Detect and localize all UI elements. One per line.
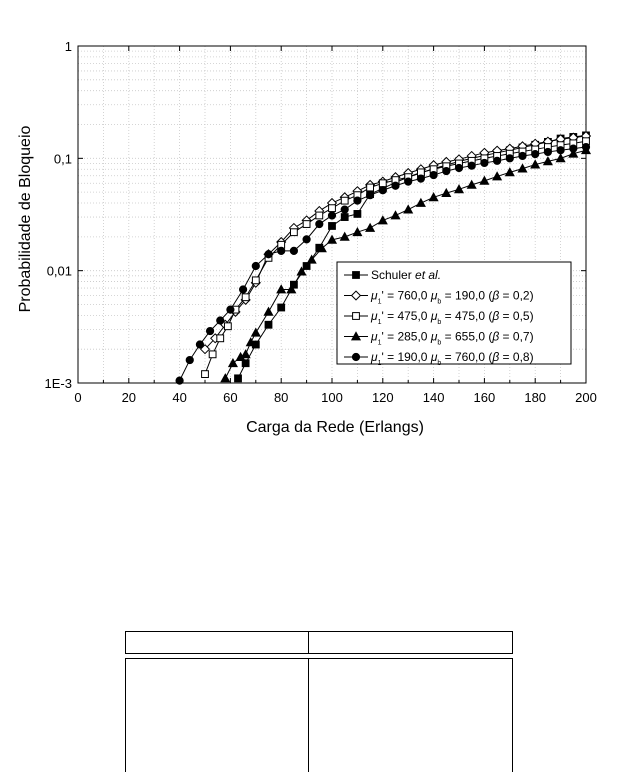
table-body bbox=[125, 658, 513, 772]
data-point bbox=[329, 205, 336, 212]
data-point bbox=[354, 197, 361, 204]
data-point bbox=[417, 175, 424, 182]
x-tick-label: 20 bbox=[121, 390, 137, 405]
data-point bbox=[532, 151, 539, 158]
data-point bbox=[291, 229, 298, 236]
data-point bbox=[328, 212, 335, 219]
data-point bbox=[341, 214, 348, 221]
legend-label: $\mu_1' = 760,0$ $\mu_b = 190,0$ (β = 0,2) bbox=[371, 288, 534, 306]
legend bbox=[337, 262, 571, 367]
data-point bbox=[557, 147, 564, 154]
x-tick-label: 200 bbox=[575, 390, 597, 405]
data-point bbox=[429, 193, 437, 201]
data-point bbox=[391, 211, 399, 219]
data-point bbox=[278, 247, 285, 254]
data-point bbox=[417, 199, 425, 207]
data-point bbox=[366, 224, 374, 232]
x-tick-label: 160 bbox=[473, 390, 496, 405]
x-axis-label: Carga da Rede (Erlangs) bbox=[246, 419, 424, 436]
data-point bbox=[235, 375, 242, 382]
legend-label: Schuler et al. bbox=[371, 268, 442, 282]
data-point bbox=[367, 184, 374, 191]
y-tick-label: 0,1 bbox=[53, 151, 72, 167]
y-tick-label: 0,01 bbox=[46, 263, 72, 279]
data-point bbox=[217, 335, 224, 342]
data-point bbox=[379, 180, 386, 187]
data-point bbox=[316, 220, 323, 227]
data-point bbox=[290, 247, 297, 254]
data-point bbox=[341, 197, 348, 204]
data-point bbox=[405, 178, 412, 185]
data-point bbox=[240, 286, 247, 293]
data-point bbox=[430, 171, 437, 178]
data-point bbox=[354, 211, 361, 218]
data-point bbox=[556, 154, 564, 162]
x-tick-label: 120 bbox=[371, 390, 394, 405]
y-tick-label: 1 bbox=[64, 39, 72, 54]
data-point bbox=[206, 327, 213, 334]
legend-marker bbox=[353, 313, 360, 320]
data-point bbox=[221, 374, 229, 382]
data-point bbox=[519, 152, 526, 159]
data-point bbox=[493, 172, 501, 180]
data-point bbox=[582, 143, 589, 150]
data-point bbox=[518, 164, 526, 172]
data-point bbox=[455, 185, 463, 193]
data-point bbox=[252, 262, 259, 269]
data-point bbox=[353, 228, 361, 236]
data-point bbox=[468, 181, 476, 189]
x-tick-label: 40 bbox=[172, 390, 187, 405]
data-point bbox=[468, 162, 475, 169]
data-point bbox=[241, 350, 249, 358]
data-point bbox=[443, 167, 450, 174]
legend-marker bbox=[352, 353, 359, 360]
data-point bbox=[278, 304, 285, 311]
data-point bbox=[196, 341, 203, 348]
data-point bbox=[481, 159, 488, 166]
data-point bbox=[242, 294, 249, 301]
data-point bbox=[186, 356, 193, 363]
data-point bbox=[379, 187, 386, 194]
data-point bbox=[341, 233, 349, 241]
data-point bbox=[265, 251, 272, 258]
data-point bbox=[544, 148, 551, 155]
legend-label: $\mu_1' = 475,0$ $\mu_b = 475,0$ (β = 0,5) bbox=[371, 309, 534, 326]
data-point bbox=[329, 223, 336, 230]
x-tick-label: 180 bbox=[524, 390, 547, 405]
data-point bbox=[404, 205, 412, 213]
table-column-divider bbox=[308, 659, 309, 772]
data-point bbox=[264, 308, 272, 316]
data-point bbox=[252, 277, 259, 284]
data-point bbox=[367, 192, 374, 199]
x-tick-label: 60 bbox=[223, 390, 238, 405]
data-point bbox=[265, 321, 272, 328]
data-point bbox=[379, 216, 387, 224]
table-header-row bbox=[125, 631, 513, 654]
data-point bbox=[303, 221, 310, 228]
data-point bbox=[227, 306, 234, 313]
x-tick-label: 80 bbox=[273, 390, 289, 405]
legend-label: $\mu_1' = 190,0$ $\mu_b = 760,0$ (β = 0,8) bbox=[371, 350, 534, 367]
data-point bbox=[224, 323, 231, 330]
data-point bbox=[303, 236, 310, 243]
y-tick-label: 1E-3 bbox=[44, 376, 72, 391]
x-tick-label: 0 bbox=[74, 390, 82, 405]
y-axis-label: Probabilidade de Bloqueio bbox=[17, 125, 34, 313]
x-tick-label: 100 bbox=[321, 390, 343, 405]
data-point bbox=[341, 206, 348, 213]
data-point bbox=[455, 164, 462, 171]
data-point bbox=[316, 212, 323, 219]
data-point bbox=[217, 317, 224, 324]
data-point bbox=[392, 182, 399, 189]
data-point bbox=[570, 145, 577, 152]
data-point bbox=[176, 377, 183, 384]
data-point bbox=[494, 157, 501, 164]
data-point bbox=[506, 155, 513, 162]
table-column-divider bbox=[308, 632, 309, 653]
data-point bbox=[480, 177, 488, 185]
legend-label: $\mu_1' = 285,0$ $\mu_b = 655,0$ (β = 0,7) bbox=[371, 329, 534, 347]
data-point bbox=[202, 371, 209, 378]
legend-marker bbox=[353, 272, 360, 279]
x-tick-label: 140 bbox=[422, 390, 445, 405]
data-point bbox=[229, 359, 237, 367]
data-point bbox=[209, 351, 216, 358]
